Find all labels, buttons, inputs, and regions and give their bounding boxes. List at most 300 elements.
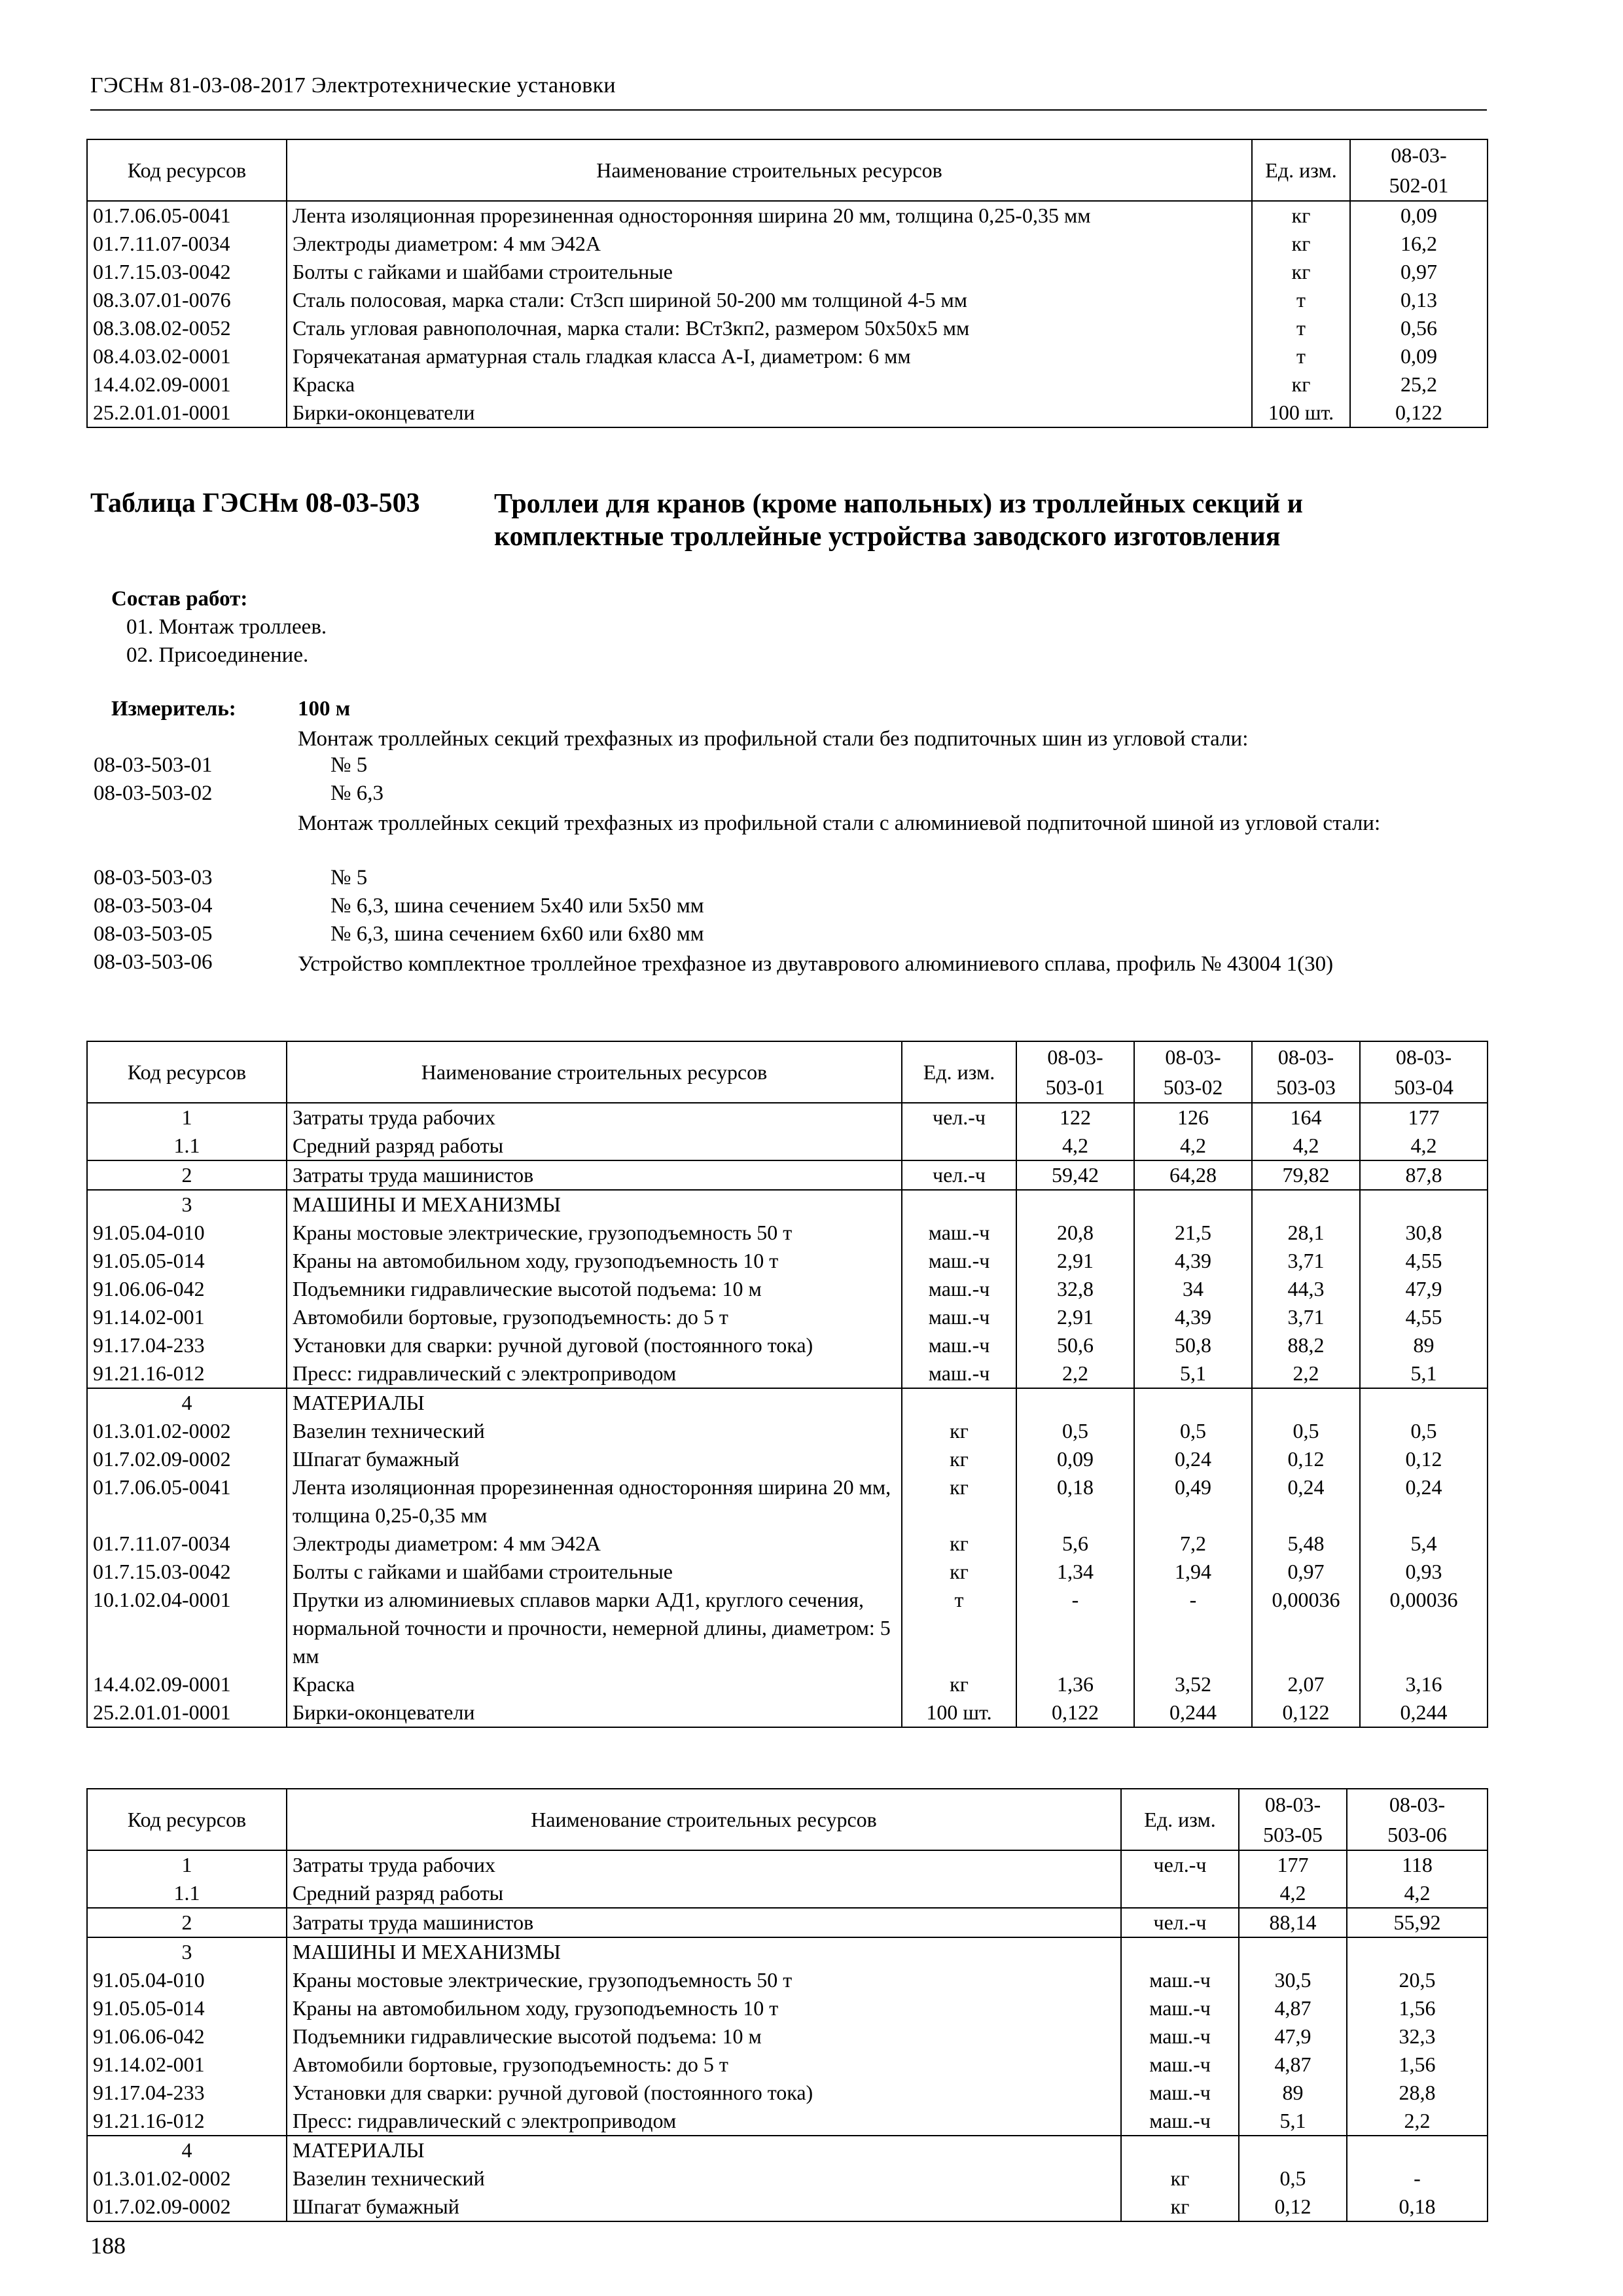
cell-code: 01.7.02.09-0002: [87, 2193, 287, 2221]
cell-code: 91.21.16-012: [87, 2107, 287, 2136]
cell-name: Автомобили бортовые, грузоподъемность: до 5 т: [287, 1303, 902, 1331]
cell-unit: [902, 1132, 1016, 1160]
section-row: [87, 1937, 1488, 1966]
cell-value: -: [1134, 1586, 1252, 1670]
cell-code: 91.17.04-233: [87, 2079, 287, 2107]
col-header-code: Код ресурсов: [87, 139, 287, 201]
cell-value: 3,71: [1252, 1247, 1360, 1275]
cell-code: 4: [87, 1388, 287, 1417]
table-row: [87, 1219, 1488, 1247]
cell-value: 0,24: [1360, 1473, 1488, 1530]
cell-value: 0,244: [1134, 1698, 1252, 1727]
cell-value: [1252, 1190, 1360, 1219]
cell-name: Краска: [287, 1670, 902, 1698]
cell-unit: [902, 1190, 1016, 1219]
cell-value: 79,82: [1252, 1160, 1360, 1190]
measurement-group-header: Монтаж троллейных секций трехфазных из профильной стали без подпиточных шин из угловой стали:: [298, 727, 1249, 751]
cell-value: 0,5: [1134, 1417, 1252, 1445]
col-header-code: Код ресурсов: [87, 1789, 287, 1850]
cell-unit: маш.-ч: [1121, 2107, 1239, 2136]
cell-value: 28,1: [1252, 1219, 1360, 1247]
cell-name: Прутки из алюминиевых сплавов марки АД1, круглого сечения, нормальной точности и прочности, немерной длины, диаметром: 5 мм: [287, 1586, 902, 1670]
cell-value: 20,8: [1016, 1219, 1134, 1247]
cell-value: 4,2: [1252, 1132, 1360, 1160]
resource-table-503-05-06: [86, 1788, 1488, 2222]
measurement-item: № 6,3, шина сечением 6х60 или 6х80 мм: [330, 922, 704, 946]
cell-code: 1: [87, 1850, 287, 1879]
cell-value: -: [1347, 2164, 1488, 2193]
cell-code: 10.1.02.04-0001: [87, 1586, 287, 1670]
cell-code: 4: [87, 2136, 287, 2164]
cell-name: Сталь полосовая, марка стали: Ст3сп шириной 50-200 мм толщиной 4-5 мм: [287, 286, 1252, 314]
cell-value: 0,09: [1350, 201, 1488, 230]
cell-value: 7,2: [1134, 1530, 1252, 1558]
cell-unit: т: [902, 1586, 1016, 1670]
cell-code: 1: [87, 1103, 287, 1132]
cell-value: 126: [1134, 1103, 1252, 1132]
cell-value: 4,2: [1134, 1132, 1252, 1160]
table-row: [87, 1247, 1488, 1275]
cell-unit: т: [1252, 314, 1350, 342]
cell-value: 28,8: [1347, 2079, 1488, 2107]
cell-unit: кг: [1252, 201, 1350, 230]
cell-value: 0,122: [1350, 399, 1488, 427]
cell-value: 3,52: [1134, 1670, 1252, 1698]
cell-name: Краны на автомобильном ходу, грузоподъемность 10 т: [287, 1247, 902, 1275]
cell-name: Установки для сварки: ручной дуговой (постоянного тока): [287, 1331, 902, 1359]
cell-name: Средний разряд работы: [287, 1132, 902, 1160]
table-row: [87, 2051, 1488, 2079]
cell-code: 91.06.06-042: [87, 2022, 287, 2051]
cell-value: [1016, 1190, 1134, 1219]
cell-value: 4,55: [1360, 1247, 1488, 1275]
cell-value: 21,5: [1134, 1219, 1252, 1247]
cell-code: 91.06.06-042: [87, 1275, 287, 1303]
cell-name: Затраты труда рабочих: [287, 1103, 902, 1132]
cell-unit: маш.-ч: [902, 1331, 1016, 1359]
cell-unit: маш.-ч: [1121, 2079, 1239, 2107]
header-row: [87, 139, 1488, 201]
cell-value: [1239, 1937, 1347, 1966]
table-row: [87, 2107, 1488, 2136]
cell-code: 91.14.02-001: [87, 1303, 287, 1331]
section-row: [87, 1388, 1488, 1417]
cell-name: Бирки-оконцеватели: [287, 399, 1252, 427]
cell-code: 25.2.01.01-0001: [87, 399, 287, 427]
cell-value: 0,122: [1252, 1698, 1360, 1727]
cell-value: [1360, 1388, 1488, 1417]
cell-code: 01.3.01.02-0002: [87, 2164, 287, 2193]
cell-code: 91.21.16-012: [87, 1359, 287, 1388]
table-row: [87, 1586, 1488, 1670]
cell-value: 3,71: [1252, 1303, 1360, 1331]
cell-value: 0,24: [1134, 1445, 1252, 1473]
cell-unit: кг: [1252, 230, 1350, 258]
cell-value: 4,55: [1360, 1303, 1488, 1331]
measurement-item: № 6,3, шина сечением 5х40 или 5х50 мм: [330, 894, 704, 918]
cell-name: Затраты труда рабочих: [287, 1850, 1121, 1879]
cell-value: 0,18: [1016, 1473, 1134, 1530]
cell-name: Шпагат бумажный: [287, 1445, 902, 1473]
cell-unit: маш.-ч: [902, 1275, 1016, 1303]
cell-name: Электроды диаметром: 4 мм Э42А: [287, 230, 1252, 258]
measurement-code: 08-03-503-01: [94, 753, 213, 777]
cell-value: 2,2: [1016, 1359, 1134, 1388]
cell-value: 5,6: [1016, 1530, 1134, 1558]
running-header: ГЭСНм 81-03-08-2017 Электротехнические установки: [90, 73, 616, 98]
col-header-name: Наименование строительных ресурсов: [287, 1789, 1121, 1850]
cell-code: 25.2.01.01-0001: [87, 1698, 287, 1727]
cell-value: 3,16: [1360, 1670, 1488, 1698]
cell-value: 0,09: [1016, 1445, 1134, 1473]
cell-name: Затраты труда машинистов: [287, 1908, 1121, 1937]
cell-value: 47,9: [1239, 2022, 1347, 2051]
cell-value: 122: [1016, 1103, 1134, 1132]
table-row: [87, 2022, 1488, 2051]
cell-unit: 100 шт.: [1252, 399, 1350, 427]
cell-code: 1.1: [87, 1132, 287, 1160]
cell-unit: маш.-ч: [1121, 2022, 1239, 2051]
cell-code: 3: [87, 1937, 287, 1966]
cell-value: 2,07: [1252, 1670, 1360, 1698]
cell-value: 59,42: [1016, 1160, 1134, 1190]
cell-unit: маш.-ч: [1121, 1994, 1239, 2022]
table-row: [87, 1908, 1488, 1937]
cell-code: 08.3.08.02-0052: [87, 314, 287, 342]
cell-unit: маш.-ч: [1121, 1966, 1239, 1994]
col-header-norm: 08-03- 503-03: [1252, 1041, 1360, 1103]
cell-unit: маш.-ч: [902, 1303, 1016, 1331]
cell-value: 16,2: [1350, 230, 1488, 258]
measurement-code: 08-03-503-04: [94, 894, 213, 918]
measurement-item: Устройство комплектное троллейное трехфазное из двутаврового алюминиевого сплава, профиль № 43004 1(30): [298, 952, 1334, 976]
cell-value: 4,2: [1016, 1132, 1134, 1160]
cell-value: 64,28: [1134, 1160, 1252, 1190]
cell-value: 30,8: [1360, 1219, 1488, 1247]
cell-value: 2,2: [1347, 2107, 1488, 2136]
cell-value: 4,87: [1239, 1994, 1347, 2022]
measurement-item: № 5: [330, 866, 368, 889]
cell-unit: кг: [902, 1417, 1016, 1445]
cell-unit: кг: [902, 1558, 1016, 1586]
col-header-norm: 08-03- 503-05: [1239, 1789, 1347, 1850]
table-row: [87, 1530, 1488, 1558]
header-row: [87, 1789, 1488, 1850]
cell-name: МАТЕРИАЛЫ: [287, 1388, 902, 1417]
cell-value: 5,48: [1252, 1530, 1360, 1558]
cell-value: 0,93: [1360, 1558, 1488, 1586]
cell-value: 0,97: [1252, 1558, 1360, 1586]
table-row: [87, 1275, 1488, 1303]
cell-code: 1.1: [87, 1879, 287, 1908]
col-header-norm: 08-03- 503-02: [1134, 1041, 1252, 1103]
cell-unit: чел.-ч: [1121, 1908, 1239, 1937]
cell-name: Болты с гайками и шайбами строительные: [287, 1558, 902, 1586]
cell-code: 2: [87, 1908, 287, 1937]
meter-value: 100 м: [298, 697, 351, 721]
table-row: [87, 342, 1488, 370]
cell-value: 0,09: [1350, 342, 1488, 370]
cell-value: 2,91: [1016, 1303, 1134, 1331]
cell-value: 25,2: [1350, 370, 1488, 399]
table-title-text: Троллеи для кранов (кроме напольных) из троллейных секций и комплектные троллейные устройства заводского изготовления: [494, 489, 1303, 552]
cell-value: 0,12: [1252, 1445, 1360, 1473]
cell-name: МАШИНЫ И МЕХАНИЗМЫ: [287, 1937, 1121, 1966]
cell-unit: [902, 1388, 1016, 1417]
cell-code: 3: [87, 1190, 287, 1219]
table-row: [87, 1850, 1488, 1879]
cell-value: 0,00036: [1360, 1586, 1488, 1670]
cell-value: 32,8: [1016, 1275, 1134, 1303]
cell-name: Сталь угловая равнополочная, марка стали: ВСт3кп2, размером 50х50х5 мм: [287, 314, 1252, 342]
cell-value: 177: [1360, 1103, 1488, 1132]
composition-item: 01. Монтаж троллеев.: [126, 615, 327, 639]
cell-value: 2,91: [1016, 1247, 1134, 1275]
cell-value: 50,6: [1016, 1331, 1134, 1359]
cell-value: 4,39: [1134, 1303, 1252, 1331]
table-row: [87, 1966, 1488, 1994]
cell-value: 0,244: [1360, 1698, 1488, 1727]
cell-name: Лента изоляционная прорезиненная односторонняя ширина 20 мм, толщина 0,25-0,35 мм: [287, 201, 1252, 230]
cell-value: 32,3: [1347, 2022, 1488, 2051]
cell-unit: чел.-ч: [902, 1103, 1016, 1132]
meter-label: Измеритель:: [111, 697, 236, 721]
cell-unit: кг: [902, 1530, 1016, 1558]
cell-unit: кг: [902, 1445, 1016, 1473]
cell-unit: кг: [902, 1670, 1016, 1698]
cell-code: 2: [87, 1160, 287, 1190]
cell-unit: маш.-ч: [902, 1219, 1016, 1247]
cell-code: 91.17.04-233: [87, 1331, 287, 1359]
cell-value: 0,5: [1239, 2164, 1347, 2193]
cell-name: Краска: [287, 370, 1252, 399]
cell-name: Лента изоляционная прорезиненная односторонняя ширина 20 мм, толщина 0,25-0,35 мм: [287, 1473, 902, 1530]
cell-value: 2,2: [1252, 1359, 1360, 1388]
cell-name: Шпагат бумажный: [287, 2193, 1121, 2221]
table-row: [87, 286, 1488, 314]
cell-code: 01.7.06.05-0041: [87, 1473, 287, 1530]
col-header-norm: 08-03- 503-06: [1347, 1789, 1488, 1850]
cell-name: Установки для сварки: ручной дуговой (постоянного тока): [287, 2079, 1121, 2107]
cell-value: 20,5: [1347, 1966, 1488, 1994]
cell-value: 88,2: [1252, 1331, 1360, 1359]
cell-unit: кг: [1252, 370, 1350, 399]
cell-name: Краны мостовые электрические, грузоподъемность 50 т: [287, 1966, 1121, 1994]
cell-unit: 100 шт.: [902, 1698, 1016, 1727]
cell-code: 01.7.15.03-0042: [87, 258, 287, 286]
table-row: [87, 1879, 1488, 1908]
cell-value: 0,5: [1252, 1417, 1360, 1445]
cell-code: 01.7.11.07-0034: [87, 230, 287, 258]
table-row: [87, 1103, 1488, 1132]
cell-name: Средний разряд работы: [287, 1879, 1121, 1908]
cell-value: 4,2: [1347, 1879, 1488, 1908]
cell-value: 0,56: [1350, 314, 1488, 342]
cell-value: 0,5: [1360, 1417, 1488, 1445]
cell-code: 01.3.01.02-0002: [87, 1417, 287, 1445]
table-row: [87, 2164, 1488, 2193]
cell-unit: кг: [902, 1473, 1016, 1530]
table-row: [87, 370, 1488, 399]
cell-value: 4,39: [1134, 1247, 1252, 1275]
cell-value: 0,12: [1360, 1445, 1488, 1473]
cell-unit: чел.-ч: [902, 1160, 1016, 1190]
measurement-item: № 6,3: [330, 781, 383, 805]
cell-name: МАТЕРИАЛЫ: [287, 2136, 1121, 2164]
cell-name: Горячекатаная арматурная сталь гладкая класса А-I, диаметром: 6 мм: [287, 342, 1252, 370]
table-row: [87, 314, 1488, 342]
table-row: [87, 258, 1488, 286]
cell-value: 0,24: [1252, 1473, 1360, 1530]
cell-code: 91.14.02-001: [87, 2051, 287, 2079]
cell-name: Автомобили бортовые, грузоподъемность: до 5 т: [287, 2051, 1121, 2079]
cell-code: 91.05.04-010: [87, 1966, 287, 1994]
cell-unit: кг: [1252, 258, 1350, 286]
col-header-norm: 08-03- 503-04: [1360, 1041, 1488, 1103]
table-row: [87, 1417, 1488, 1445]
cell-name: Пресс: гидравлический с электроприводом: [287, 2107, 1121, 2136]
measurement-code: 08-03-503-05: [94, 922, 213, 946]
cell-value: 1,94: [1134, 1558, 1252, 1586]
cell-value: -: [1016, 1586, 1134, 1670]
table-row: [87, 1473, 1488, 1530]
cell-value: 4,2: [1360, 1132, 1488, 1160]
table-row: [87, 1359, 1488, 1388]
cell-unit: кг: [1121, 2164, 1239, 2193]
cell-name: Вазелин технический: [287, 1417, 902, 1445]
cell-name: Краны на автомобильном ходу, грузоподъемность 10 т: [287, 1994, 1121, 2022]
table-row: [87, 1698, 1488, 1727]
cell-value: 5,1: [1360, 1359, 1488, 1388]
cell-name: МАШИНЫ И МЕХАНИЗМЫ: [287, 1190, 902, 1219]
cell-code: 01.7.15.03-0042: [87, 1558, 287, 1586]
cell-name: Вазелин технический: [287, 2164, 1121, 2193]
cell-value: 0,5: [1016, 1417, 1134, 1445]
composition-item: 02. Присоединение.: [126, 643, 309, 667]
cell-code: 91.05.04-010: [87, 1219, 287, 1247]
cell-value: 177: [1239, 1850, 1347, 1879]
cell-code: 91.05.05-014: [87, 1994, 287, 2022]
table-row: [87, 230, 1488, 258]
cell-value: 87,8: [1360, 1160, 1488, 1190]
table-title-label: Таблица ГЭСНм 08-03-503: [90, 488, 420, 518]
cell-value: 89: [1239, 2079, 1347, 2107]
page-number: 188: [90, 2233, 126, 2259]
col-header-norm: 08-03- 502-01: [1350, 139, 1488, 201]
cell-code: 14.4.02.09-0001: [87, 1670, 287, 1698]
cell-code: 91.05.05-014: [87, 1247, 287, 1275]
cell-unit: т: [1252, 342, 1350, 370]
cell-value: [1360, 1190, 1488, 1219]
cell-value: [1134, 1190, 1252, 1219]
cell-unit: кг: [1121, 2193, 1239, 2221]
col-header-unit: Ед. изм.: [1121, 1789, 1239, 1850]
cell-value: 1,56: [1347, 1994, 1488, 2022]
cell-code: 08.4.03.02-0001: [87, 342, 287, 370]
table-row: [87, 1670, 1488, 1698]
cell-code: 14.4.02.09-0001: [87, 370, 287, 399]
table-row: [87, 1303, 1488, 1331]
cell-value: 0,97: [1350, 258, 1488, 286]
cell-value: 30,5: [1239, 1966, 1347, 1994]
cell-value: 89: [1360, 1331, 1488, 1359]
col-header-code: Код ресурсов: [87, 1041, 287, 1103]
cell-value: 0,122: [1016, 1698, 1134, 1727]
cell-value: 0,49: [1134, 1473, 1252, 1530]
table-row: [87, 1160, 1488, 1190]
table-row: [87, 1331, 1488, 1359]
cell-unit: [1121, 1879, 1239, 1908]
measurement-code: 08-03-503-02: [94, 781, 213, 805]
cell-value: 88,14: [1239, 1908, 1347, 1937]
composition-title: Состав работ:: [111, 587, 248, 611]
cell-code: 08.3.07.01-0076: [87, 286, 287, 314]
cell-name: Бирки-оконцеватели: [287, 1698, 902, 1727]
cell-value: [1347, 2136, 1488, 2164]
measurement-code: 08-03-503-03: [94, 866, 213, 889]
cell-value: 0,18: [1347, 2193, 1488, 2221]
cell-value: 44,3: [1252, 1275, 1360, 1303]
cell-value: 4,87: [1239, 2051, 1347, 2079]
cell-code: 01.7.11.07-0034: [87, 1530, 287, 1558]
cell-value: [1252, 1388, 1360, 1417]
cell-value: 0,13: [1350, 286, 1488, 314]
cell-value: 55,92: [1347, 1908, 1488, 1937]
table-row: [87, 1132, 1488, 1160]
cell-code: 01.7.02.09-0002: [87, 1445, 287, 1473]
cell-value: 0,12: [1239, 2193, 1347, 2221]
table-row: [87, 1994, 1488, 2022]
table-row: [87, 2193, 1488, 2221]
cell-value: 5,4: [1360, 1530, 1488, 1558]
resource-table-503-01-04: [86, 1041, 1488, 1728]
cell-value: 4,2: [1239, 1879, 1347, 1908]
cell-value: 1,56: [1347, 2051, 1488, 2079]
col-header-name: Наименование строительных ресурсов: [287, 139, 1252, 201]
cell-name: Подъемники гидравлические высотой подъема: 10 м: [287, 1275, 902, 1303]
table-row: [87, 1445, 1488, 1473]
cell-unit: маш.-ч: [902, 1247, 1016, 1275]
measurement-code: 08-03-503-06: [94, 950, 213, 974]
measurement-group-header: Монтаж троллейных секций трехфазных из профильной стали с алюминиевой подпиточной шиной из угловой стали:: [298, 812, 1381, 835]
cell-value: 118: [1347, 1850, 1488, 1879]
header-rule: [90, 109, 1487, 111]
cell-unit: [1121, 1937, 1239, 1966]
cell-name: Болты с гайками и шайбами строительные: [287, 258, 1252, 286]
table-row: [87, 1558, 1488, 1586]
header-row: [87, 1041, 1488, 1103]
col-header-unit: Ед. изм.: [1252, 139, 1350, 201]
cell-value: [1134, 1388, 1252, 1417]
cell-value: [1347, 1937, 1488, 1966]
col-header-norm: 08-03- 503-01: [1016, 1041, 1134, 1103]
cell-value: 5,1: [1239, 2107, 1347, 2136]
section-row: [87, 2136, 1488, 2164]
cell-value: 5,1: [1134, 1359, 1252, 1388]
section-row: [87, 1190, 1488, 1219]
cell-name: Затраты труда машинистов: [287, 1160, 902, 1190]
cell-value: [1016, 1388, 1134, 1417]
cell-name: Пресс: гидравлический с электроприводом: [287, 1359, 902, 1388]
cell-value: 1,34: [1016, 1558, 1134, 1586]
cell-code: 01.7.06.05-0041: [87, 201, 287, 230]
table-row: [87, 399, 1488, 427]
cell-unit: маш.-ч: [1121, 2051, 1239, 2079]
cell-value: 34: [1134, 1275, 1252, 1303]
table-row: [87, 201, 1488, 230]
cell-value: 1,36: [1016, 1670, 1134, 1698]
cell-unit: [1121, 2136, 1239, 2164]
